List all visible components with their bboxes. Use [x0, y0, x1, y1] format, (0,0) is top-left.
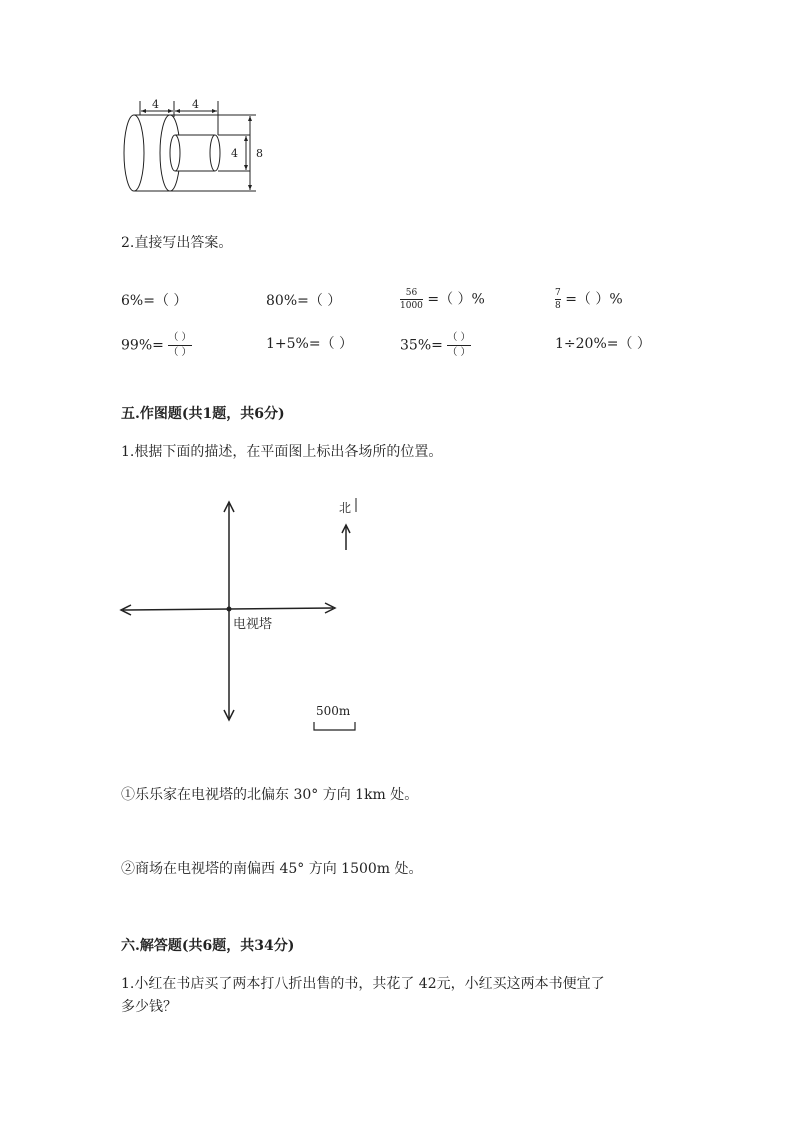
- q2-r2-d: 1÷20%=（ ）: [555, 336, 651, 352]
- map-diagram: [115, 490, 375, 740]
- section5-q1-text: 1.根据下面的描述，在平面图上标出各场所的位置。: [121, 444, 443, 460]
- section5-item1: ①乐乐家在电视塔的北偏东 30° 方向 1km 处。: [121, 787, 419, 803]
- q2-title: 2.直接写出答案。: [121, 235, 233, 251]
- q2-r1-c: $\frac{56}{1000}$ =（ ）%: [400, 288, 485, 311]
- section5-heading: 五.作图题(共1题，共6分): [121, 406, 285, 422]
- big-cylinder-back: [124, 115, 144, 191]
- dim-large-height: 8: [256, 147, 263, 160]
- q2-r1-d: $\frac{7}{8}$ =（ ）%: [555, 288, 623, 311]
- tv-tower-point: [227, 607, 232, 612]
- fraction-blank-c: $\frac{( )}{( )}$: [447, 332, 471, 358]
- tv-tower-label: 电视塔: [233, 617, 273, 632]
- fraction-7-8: $\frac{7}{8}$: [555, 288, 561, 311]
- dim-small-height: 4: [231, 147, 238, 160]
- q2-r1-a: 6%=（ ）: [121, 293, 188, 309]
- q2-r2-a: 99%= $\frac{( )}{( )}$: [121, 332, 192, 358]
- cylinder-figure: [110, 95, 280, 195]
- scale-label: 500m: [316, 704, 351, 718]
- small-cylinder-face: [210, 135, 220, 171]
- q2-r2-c: 35%= $\frac{( )}{( )}$: [400, 332, 471, 358]
- q2-r1-b: 80%=（ ）: [266, 293, 342, 309]
- small-cylinder-back: [170, 135, 180, 171]
- section6-q1-line1: 1.小红在书店买了两本打八折出售的书，共花了 42元，小红买这两本书便宜了: [121, 976, 605, 992]
- fraction-blank-a: $\frac{( )}{( )}$: [168, 332, 192, 358]
- q2-r2-b: 1+5%=（ ）: [266, 336, 354, 352]
- section5-item2: ②商场在电视塔的南偏西 45° 方向 1500m 处。: [121, 861, 423, 877]
- section6-q1-line2: 多少钱？: [121, 999, 177, 1015]
- section6-heading: 六.解答题(共6题，共34分): [121, 938, 295, 954]
- dim-top-left: 4: [152, 98, 159, 111]
- north-label: 北: [339, 501, 352, 515]
- fraction-56-1000: $\frac{56}{1000}$: [400, 288, 423, 311]
- dim-top-right: 4: [192, 98, 199, 111]
- scale-bar: [314, 722, 355, 730]
